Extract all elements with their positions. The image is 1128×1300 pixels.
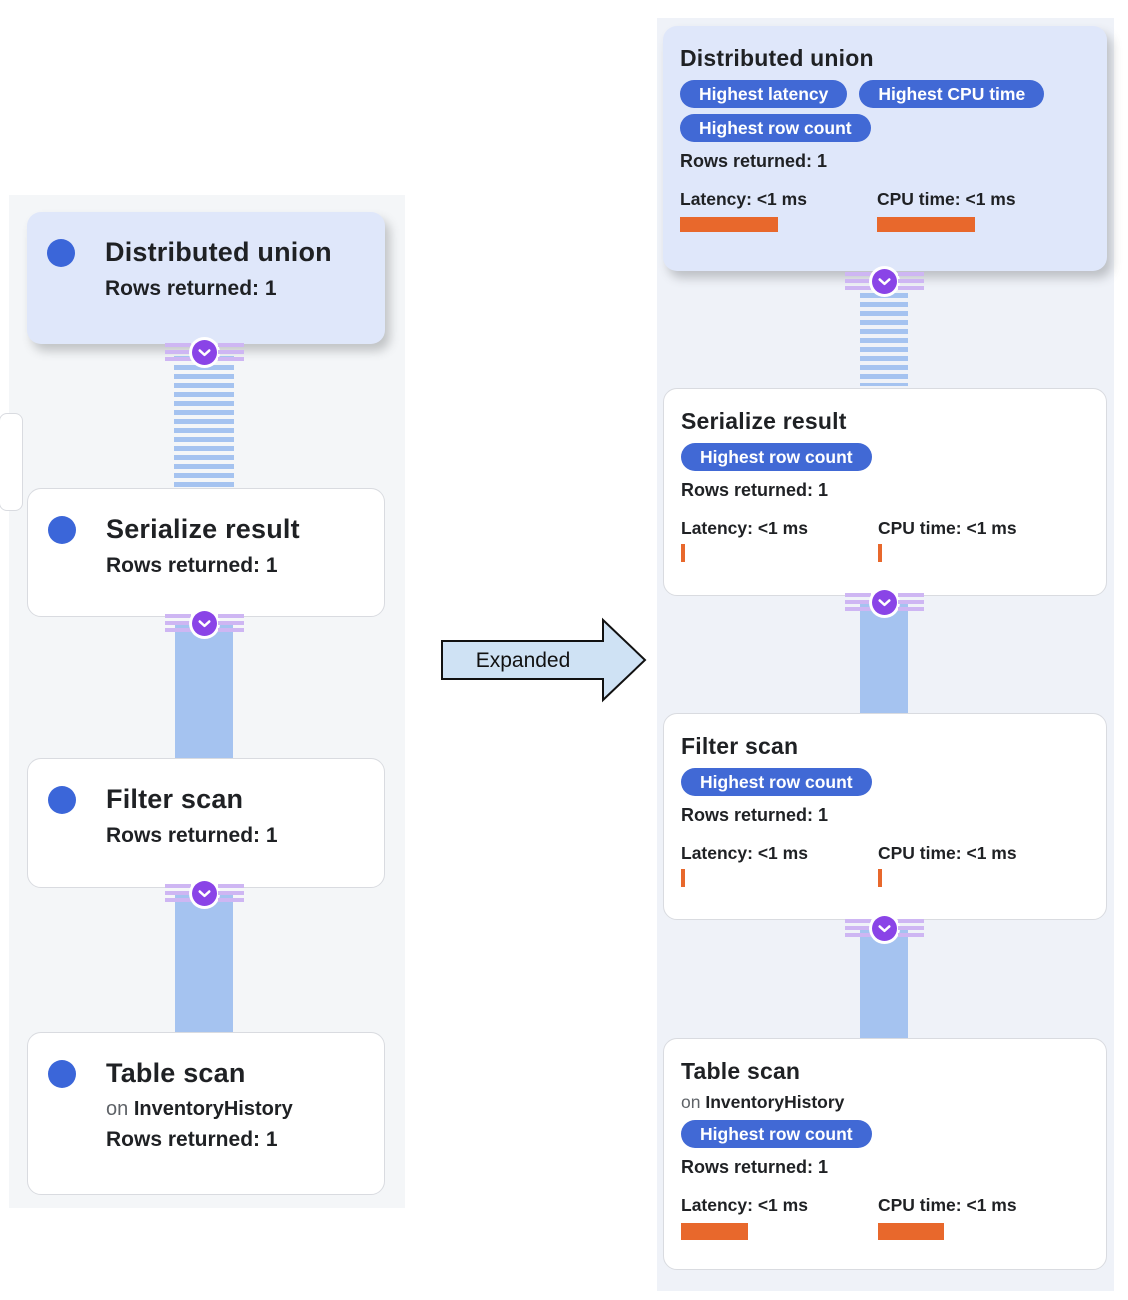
- rows-returned-text: Rows returned: 1: [105, 277, 277, 300]
- badge-highest-cpu-time: Highest CPU time: [859, 80, 1044, 108]
- arrow-label: Expanded: [475, 649, 571, 672]
- partial-card-edge: [0, 413, 23, 511]
- chevron-down-icon: [872, 269, 897, 294]
- stripe-decoration: [218, 884, 244, 902]
- node-title: Serialize result: [681, 408, 847, 434]
- latency-label: Latency: <1 ms: [681, 1195, 808, 1215]
- stripe-decoration: [165, 343, 191, 361]
- connector-solid: [175, 893, 233, 1032]
- stripe-decoration: [898, 593, 924, 611]
- badge-highest-row-count: Highest row count: [680, 114, 871, 142]
- cpu-time-label: CPU time: <1 ms: [878, 1195, 1017, 1215]
- stripe-decoration: [898, 919, 924, 937]
- expand-node-button[interactable]: [165, 610, 243, 636]
- cpu-time-bar: [878, 1223, 944, 1240]
- node-title: Table scan: [681, 1058, 801, 1084]
- node-title: Filter scan: [106, 784, 244, 814]
- node-title: Filter scan: [681, 733, 799, 759]
- plan-node-table-scan-expanded[interactable]: [663, 1038, 1107, 1270]
- plan-node-filter-scan-expanded[interactable]: [663, 713, 1107, 920]
- node-title: Distributed union: [105, 237, 332, 267]
- cpu-time-label: CPU time: <1 ms: [878, 843, 1017, 863]
- cpu-time-bar: [878, 544, 882, 562]
- stripe-decoration: [165, 614, 191, 632]
- connector-striped: [860, 293, 908, 386]
- latency-label: Latency: <1 ms: [681, 518, 808, 538]
- latency-bar: [680, 217, 778, 232]
- rows-returned-text: Rows returned: 1: [106, 554, 278, 577]
- connector-solid: [175, 623, 233, 758]
- stripe-decoration: [845, 272, 871, 290]
- expand-node-button[interactable]: [845, 589, 923, 615]
- badge-highest-row-count: Highest row count: [681, 443, 872, 471]
- cpu-time-bar: [877, 217, 975, 232]
- stripe-decoration: [845, 919, 871, 937]
- badge-row: [680, 80, 1091, 142]
- stripe-decoration: [845, 593, 871, 611]
- node-table-text: on InventoryHistory: [681, 1092, 845, 1112]
- blue-dot-icon: [48, 1060, 76, 1088]
- rows-returned-text: Rows returned: 1: [106, 824, 278, 847]
- plan-node-table-scan[interactable]: [27, 1032, 385, 1195]
- plan-node-filter-scan[interactable]: [27, 758, 385, 888]
- badge-row: [681, 768, 1090, 796]
- blue-dot-icon: [48, 516, 76, 544]
- latency-bar: [681, 544, 685, 562]
- chevron-down-icon: [192, 340, 217, 365]
- chevron-down-icon: [192, 611, 217, 636]
- rows-returned-text: Rows returned: 1: [681, 805, 829, 825]
- stripe-decoration: [218, 614, 244, 632]
- cpu-time-label: CPU time: <1 ms: [878, 518, 1017, 538]
- node-table-text: on InventoryHistory: [106, 1098, 293, 1120]
- plan-node-distributed-union-expanded[interactable]: [663, 26, 1107, 271]
- connector-solid: [860, 602, 908, 713]
- badge-row: [681, 1120, 1090, 1148]
- stripe-decoration: [218, 343, 244, 361]
- latency-bar: [681, 869, 685, 887]
- rows-returned-text: Rows returned: 1: [681, 1157, 829, 1177]
- badge-highest-row-count: Highest row count: [681, 768, 872, 796]
- stripe-decoration: [165, 884, 191, 902]
- node-title: Distributed union: [680, 45, 874, 71]
- latency-label: Latency: <1 ms: [680, 189, 807, 209]
- blue-dot-icon: [47, 239, 75, 267]
- badge-highest-row-count: Highest row count: [681, 1120, 872, 1148]
- blue-dot-icon: [48, 786, 76, 814]
- latency-label: Latency: <1 ms: [681, 843, 808, 863]
- node-title: Serialize result: [106, 514, 300, 544]
- node-title: Table scan: [106, 1058, 246, 1088]
- expanded-annotation-arrow: [435, 613, 651, 707]
- connector-solid: [860, 928, 908, 1038]
- expand-node-button[interactable]: [165, 880, 243, 906]
- expand-node-button[interactable]: [845, 268, 923, 294]
- chevron-down-icon: [192, 881, 217, 906]
- connector-striped: [174, 356, 234, 488]
- latency-bar: [681, 1223, 748, 1240]
- stripe-decoration: [898, 272, 924, 290]
- cpu-time-bar: [878, 869, 882, 887]
- rows-returned-text: Rows returned: 1: [680, 151, 828, 171]
- plan-node-serialize-result-expanded[interactable]: [663, 388, 1107, 596]
- expand-node-button[interactable]: [165, 339, 243, 365]
- badge-highest-latency: Highest latency: [680, 80, 847, 108]
- chevron-down-icon: [872, 916, 897, 941]
- cpu-time-label: CPU time: <1 ms: [877, 189, 1016, 209]
- plan-node-distributed-union[interactable]: [27, 212, 385, 344]
- rows-returned-text: Rows returned: 1: [681, 480, 829, 500]
- badge-row: [681, 443, 1090, 471]
- chevron-down-icon: [872, 590, 897, 615]
- plan-node-serialize-result[interactable]: [27, 488, 385, 617]
- expand-node-button[interactable]: [845, 915, 923, 941]
- rows-returned-text: Rows returned: 1: [106, 1128, 278, 1151]
